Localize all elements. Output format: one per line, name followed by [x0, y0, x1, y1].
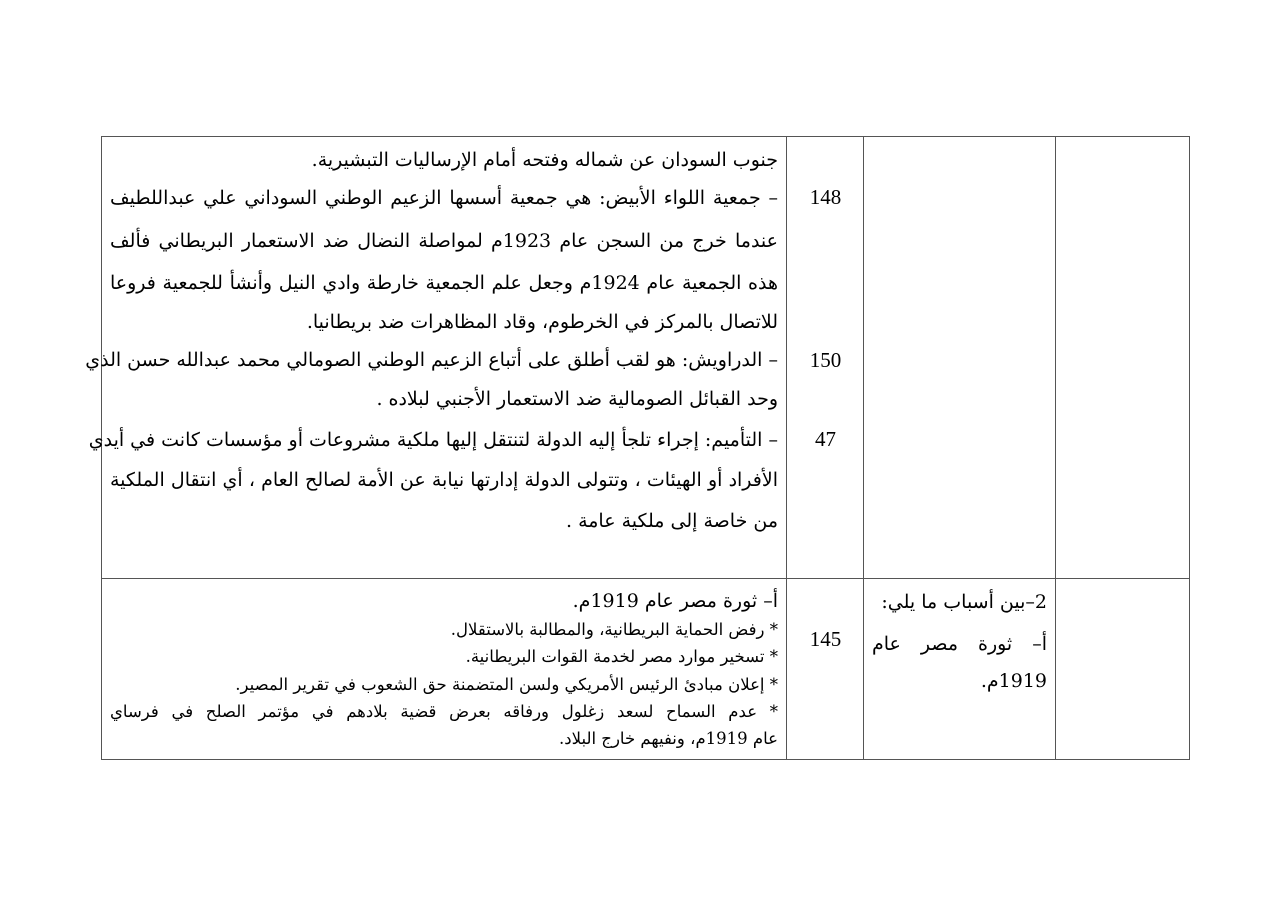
content-table [85, 136, 1190, 760]
topic-cell [864, 578, 1056, 760]
topic-line: 1919م. [980, 670, 1047, 692]
answer-cell [102, 578, 787, 760]
text-line: – جمعية اللواء الأبيض: هي جمعية أسسها الزعيم الوطني السوداني علي عبداللطيف [110, 187, 778, 209]
text-line: عندما خرج من السجن عام 1923م لمواصلة النضال ضد الاستعمار البريطاني فألف [110, 230, 778, 252]
page-number: 150 [809, 348, 842, 372]
page-number: 145 [809, 627, 842, 651]
text-line: وحد القبائل الصومالية ضد الاستعمار الأجنبي لبلاده . [376, 388, 778, 410]
text-line: هذه الجمعية عام 1924م وجعل علم الجمعية خارطة وادي النيل وأنشأ للجمعية فروعا [110, 272, 779, 294]
page-number-cell [787, 578, 864, 760]
page-number: 148 [809, 185, 842, 209]
text-line: عام 1919م، ونفيهم خارج البلاد. [559, 729, 778, 748]
text-line: الأفراد أو الهيئات ، وتتولى الدولة إدارتها نيابة عن الأمة لصالح العام ، أي انتقال الملكية [110, 469, 778, 491]
number-cell [1056, 137, 1189, 578]
text-line: للاتصال بالمركز في الخرطوم، وقاد المظاهرات ضد بريطانيا. [306, 311, 778, 333]
text-line: أ– ثورة مصر عام 1919م. [572, 590, 778, 612]
page-number: 47 [815, 427, 836, 451]
text-line: * تسخير موارد مصر لخدمة القوات البريطانية. [465, 647, 778, 666]
topic-line: 2–بين أسباب ما يلي: [881, 591, 1047, 613]
page-number-cell [787, 137, 864, 578]
table-row [102, 578, 1189, 760]
text-line: من خاصة إلى ملكية عامة . [565, 510, 778, 532]
text-line: * إعلان مبادئ الرئيس الأمريكي ولسن المتضمنة حق الشعوب في تقرير المصير. [235, 675, 778, 694]
topic-cell [864, 137, 1056, 578]
text-line: * عدم السماح لسعد زغلول ورفاقه بعرض قضية بلادهم في مؤتمر الصلح في فرساي [110, 702, 778, 721]
topic-line: أ– ثورة مصر عام [872, 633, 1047, 655]
definitions-cell [85, 137, 787, 578]
text-line: * رفض الحماية البريطانية، والمطالبة بالاستقلال. [450, 620, 778, 639]
text-line: جنوب السودان عن شماله وفتحه أمام الإرساليات التبشيرية. [311, 149, 778, 171]
number-cell [1056, 578, 1189, 760]
text-line: – الدراويش: هو لقب أطلق على أتباع الزعيم الوطني الصومالي محمد عبدالله حسن الذي [85, 349, 778, 371]
table-row [85, 137, 1189, 579]
text-line: – التأميم: إجراء تلجأ إليه الدولة لتنتقل إليها ملكية مشروعات أو مؤسسات كانت في أيدي [88, 429, 778, 451]
